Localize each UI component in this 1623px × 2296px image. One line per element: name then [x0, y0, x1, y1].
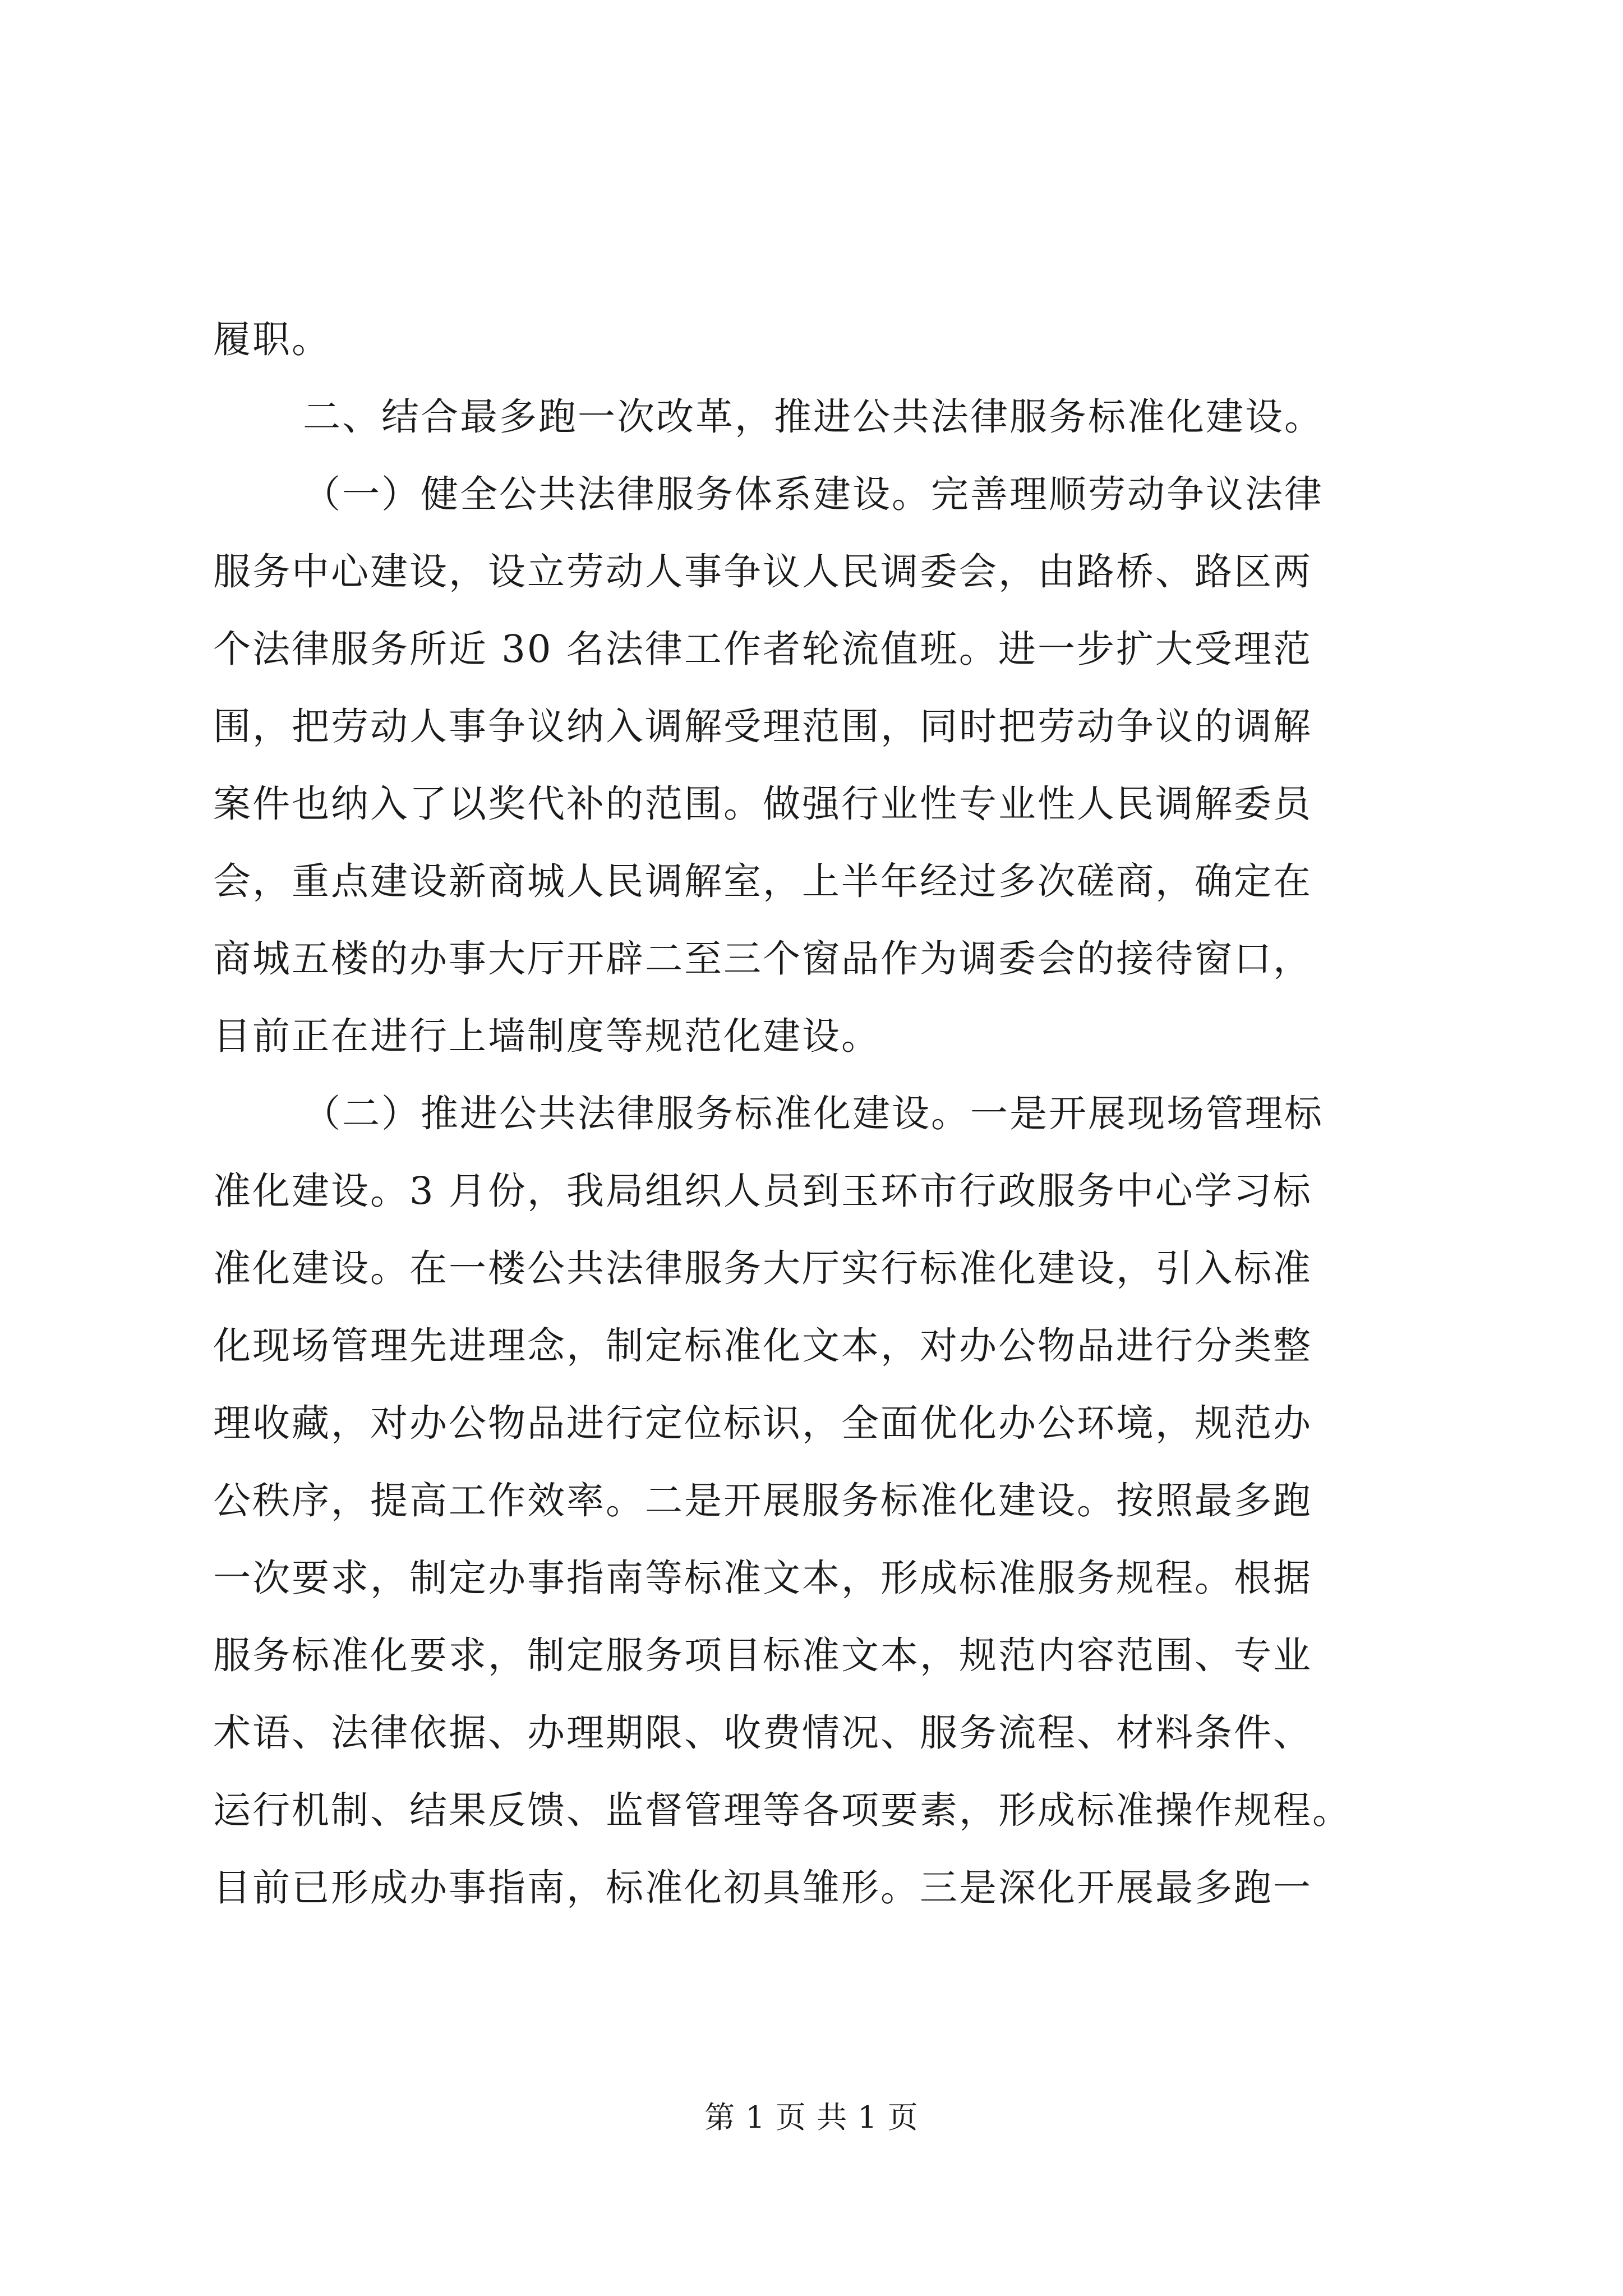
paragraph-line: 目前已形成办事指南，标准化初具雏形。三是深化开展最多跑一	[213, 1866, 1312, 1910]
paragraph-line: 围，把劳动人事争议纳入调解受理范围，同时把劳动争议的调解	[213, 705, 1312, 748]
paragraph-line: 一次要求，制定办事指南等标准文本，形成标准服务规程。根据	[213, 1556, 1312, 1600]
paragraph-line: 服务中心建设，设立劳动人事争议人民调委会，由路桥、路区两	[213, 550, 1312, 593]
paragraph-line: 服务标准化要求，制定服务项目标准文本，规范内容范围、专业	[213, 1634, 1312, 1677]
subsection-heading-line: （二）推进公共法律服务标准化建设。一是开展现场管理标	[303, 1092, 1324, 1135]
section-heading: 二、结合最多跑一次改革，推进公共法律服务标准化建设。	[303, 395, 1324, 439]
subsection-heading-line: （一）健全公共法律服务体系建设。完善理顺劳动争议法律	[303, 472, 1324, 516]
paragraph-line: 运行机制、结果反馈、监督管理等各项要素，形成标准操作规程。	[213, 1788, 1352, 1832]
paragraph-line: 术语、法律依据、办理期限、收费情况、服务流程、材料条件、	[213, 1711, 1312, 1755]
paragraph-line: 个法律服务所近 30 名法律工作者轮流值班。进一步扩大受理范	[213, 627, 1312, 671]
paragraph-line: 履职。	[213, 318, 331, 361]
paragraph-line: 公秩序，提高工作效率。二是开展服务标准化建设。按照最多跑	[213, 1479, 1312, 1522]
paragraph-line: 化现场管理先进理念，制定标准化文本，对办公物品进行分类整	[213, 1324, 1312, 1368]
paragraph-line: 目前正在进行上墙制度等规范化建设。	[213, 1014, 880, 1058]
page-footer: 第 1 页 共 1 页	[704, 2100, 919, 2135]
paragraph-line: 理收藏，对办公物品进行定位标识，全面优化办公环境，规范办	[213, 1401, 1312, 1445]
paragraph-line: 准化建设。3 月份，我局组织人员到玉环市行政服务中心学习标	[213, 1169, 1312, 1213]
paragraph-line: 案件也纳入了以奖代补的范围。做强行业性专业性人民调解委员	[213, 782, 1312, 826]
paragraph-line: 商城五楼的办事大厅开辟二至三个窗品作为调委会的接待窗口，	[213, 937, 1312, 981]
paragraph-line: 会，重点建设新商城人民调解室，上半年经过多次磋商，确定在	[213, 859, 1312, 903]
paragraph-line: 准化建设。在一楼公共法律服务大厅实行标准化建设，引入标准	[213, 1246, 1312, 1290]
